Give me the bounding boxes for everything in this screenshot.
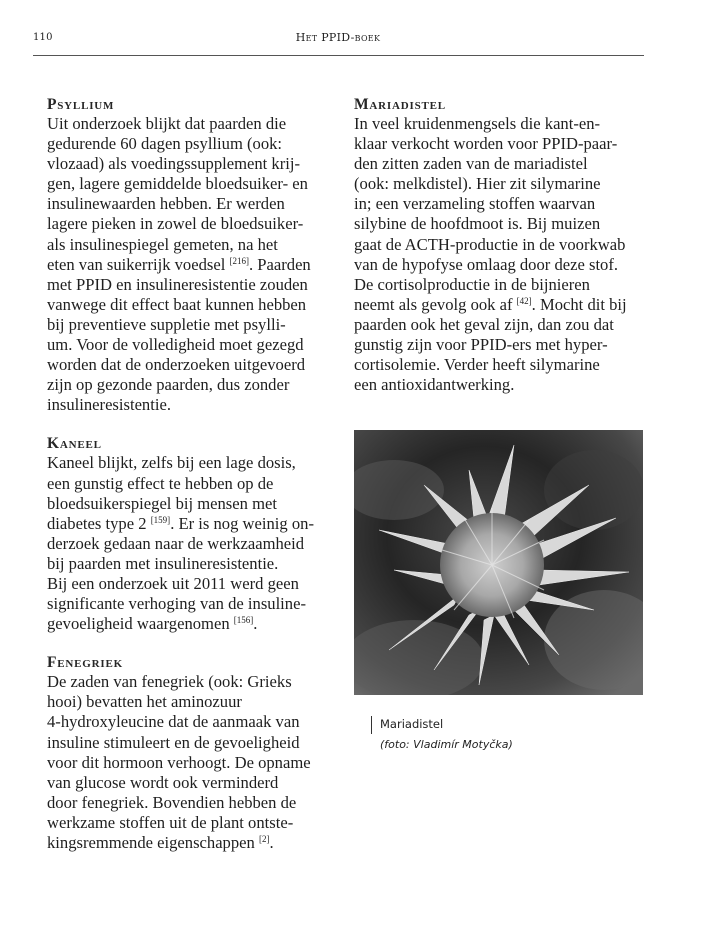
text-line: werkzame stoffen uit de plant ontste- bbox=[47, 812, 294, 832]
text-line: 4-hydroxyleucine dat de aanmaak van bbox=[47, 712, 300, 732]
section-heading: Mariadistel bbox=[354, 96, 446, 113]
caption-title: Mariadistel bbox=[380, 717, 444, 731]
section-body bbox=[47, 114, 339, 415]
section-body bbox=[354, 114, 646, 395]
citation-ref: [216] bbox=[229, 255, 249, 266]
text-fragment: . Er is nog weinig on- bbox=[170, 513, 314, 533]
text-line: vanwege dit effect baat kunnen hebben bbox=[47, 294, 307, 314]
text-line: van glucose wordt ook verminderd bbox=[47, 772, 279, 792]
citation-ref: [2] bbox=[258, 834, 270, 844]
text-line: bij paarden met insulineresistentie. bbox=[47, 553, 279, 573]
text-line: door fenegriek. Bovendien hebben de bbox=[47, 792, 297, 812]
text-line: bloedsuikerspiegel bij mensen met bbox=[47, 493, 277, 513]
text-line: een antioxidantwerking. bbox=[354, 375, 515, 395]
section-body bbox=[47, 672, 339, 853]
text-line: van de hypofyse omlaag door deze stof. bbox=[354, 254, 619, 274]
text-line: insulinewaarden hebben. Er werden bbox=[47, 194, 285, 214]
text-line: significante verhoging van de insuline- bbox=[47, 594, 306, 614]
text-line: klaar verkocht worden voor PPID-paar- bbox=[354, 134, 618, 154]
text-line: derzoek gedaan naar de werkzaamheid bbox=[47, 533, 305, 553]
section-heading: Kaneel bbox=[47, 435, 102, 453]
section-fenegriek bbox=[47, 654, 339, 853]
text-line: bij preventieve suppletie met psylli- bbox=[47, 314, 286, 334]
section-kaneel bbox=[47, 435, 339, 634]
text-line bbox=[47, 514, 339, 534]
text-fragment: diabetes type 2 bbox=[47, 513, 151, 533]
text-fragment: . bbox=[253, 614, 258, 634]
text-line: zijn op gezonde paarden, dus zonder bbox=[47, 375, 290, 395]
text-line bbox=[47, 833, 339, 853]
text-fragment: . Paarden bbox=[248, 254, 311, 274]
text-line: als insulinespiegel gemeten, na het bbox=[47, 234, 278, 254]
thistle-flower-icon bbox=[354, 430, 643, 695]
text-line: een gunstig effect te hebben op de bbox=[47, 473, 274, 493]
text-line: worden dat de onderzoeken uitgevoerd bbox=[47, 355, 306, 375]
caption-rule bbox=[371, 716, 372, 734]
running-head bbox=[33, 30, 643, 50]
text-line: lagere pieken in zowel de bloedsuiker- bbox=[47, 214, 304, 234]
book-title: Het PPID-boek bbox=[295, 31, 381, 44]
text-line: gaat de ACTH-productie in de voorkwab bbox=[354, 234, 626, 254]
text-line: gunstig zijn voor PPID-ers met hyper- bbox=[354, 335, 608, 355]
section-body bbox=[47, 453, 339, 634]
left-column bbox=[47, 96, 339, 873]
header-rule bbox=[33, 55, 644, 56]
text-line: met PPID en insulineresistentie zouden bbox=[47, 274, 308, 294]
page-number: 110 bbox=[33, 32, 53, 43]
text-line: insuline stimuleert en de gevoeligheid bbox=[47, 732, 300, 752]
text-line: Uit onderzoek blijkt dat paarden die bbox=[47, 114, 287, 133]
section-heading: Psyllium bbox=[47, 96, 115, 113]
text-line: Bij een onderzoek uit 2011 werd geen bbox=[47, 573, 299, 593]
text-line: Kaneel blijkt, zelfs bij een lage dosis, bbox=[47, 453, 296, 473]
text-line bbox=[47, 255, 339, 275]
section-heading: Fenegriek bbox=[47, 654, 123, 672]
text-fragment: eten van suikerrijk voedsel bbox=[47, 254, 230, 274]
text-line: cortisolemie. Verder heeft silymarine bbox=[354, 355, 600, 375]
text-fragment: neemt als gevolg ook af bbox=[354, 294, 517, 314]
citation-ref: [156] bbox=[233, 615, 254, 626]
text-line: um. Voor de volledigheid moet gezegd bbox=[47, 335, 304, 355]
citation-ref: [42] bbox=[516, 295, 532, 306]
thistle-photo bbox=[354, 430, 643, 695]
text-fragment: . Mocht dit bij bbox=[531, 294, 627, 314]
text-line: insulineresistentie. bbox=[47, 395, 171, 415]
text-fragment: gevoeligheid waargenomen bbox=[47, 614, 234, 634]
text-line: voor dit hormoon verhoogt. De opname bbox=[47, 752, 311, 772]
text-line: paarden ook het geval zijn, dan zou dat bbox=[354, 314, 614, 334]
text-line: vlozaad) als voedingssupplement krij- bbox=[47, 154, 300, 174]
text-line: in; een verzameling stoffen waarvan bbox=[354, 194, 596, 214]
text-line: De zaden van fenegriek (ook: Grieks bbox=[47, 672, 292, 692]
text-line: den zitten zaden van de mariadistel bbox=[354, 154, 588, 174]
text-line: De cortisolproductie in de bijnieren bbox=[354, 274, 590, 294]
text-line: (ook: melkdistel). Hier zit silymarine bbox=[354, 174, 601, 194]
text-line: silybine de hoofdmoot is. Bij muizen bbox=[354, 214, 601, 234]
section-psyllium bbox=[47, 96, 339, 415]
right-column bbox=[354, 96, 646, 415]
text-fragment: . bbox=[269, 833, 274, 852]
section-mariadistel bbox=[354, 96, 646, 395]
caption-credit: (foto: Vladimír Motyčka) bbox=[380, 738, 513, 751]
text-line: gen, lagere gemiddelde bloedsuiker- en bbox=[47, 174, 308, 194]
citation-ref: [159] bbox=[150, 514, 171, 525]
text-line bbox=[47, 614, 339, 634]
text-line: gedurende 60 dagen psyllium (ook: bbox=[47, 134, 283, 154]
text-fragment: kingsremmende eigenschappen bbox=[47, 833, 259, 852]
text-line: In veel kruidenmengsels die kant-en- bbox=[354, 114, 601, 133]
text-line bbox=[354, 295, 646, 315]
text-line: hooi) bevatten het aminozuur bbox=[47, 692, 242, 712]
